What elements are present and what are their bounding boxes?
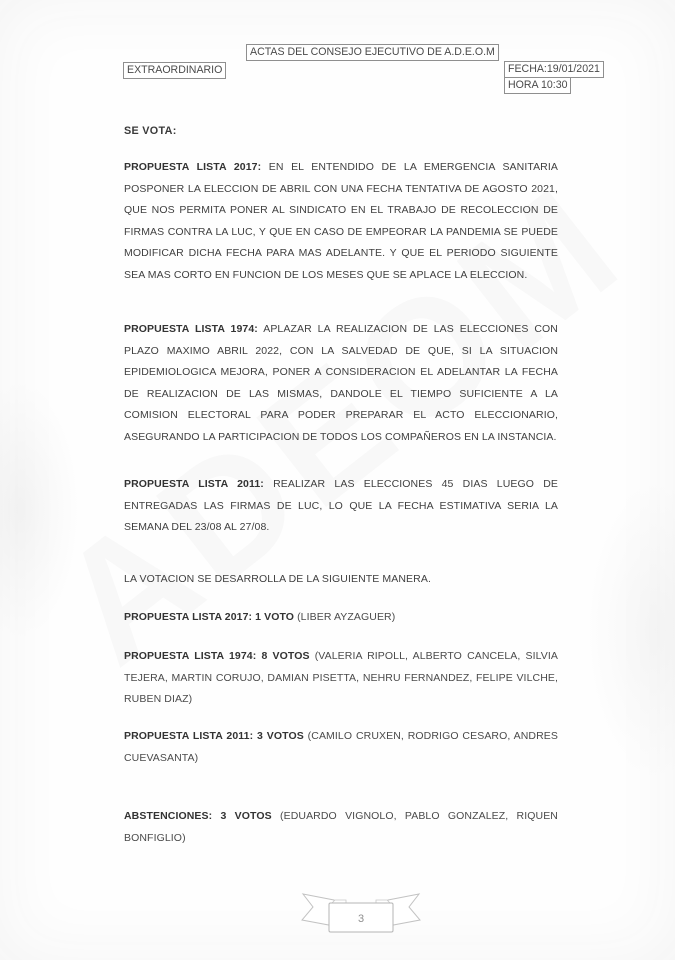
proposal-label: PROPUESTA LISTA 1974:	[124, 323, 258, 335]
date-label: FECHA:19/01/2021	[504, 61, 604, 78]
vote-voters: (VALERIA RIPOLL, ALBERTO CANCELA, SILVIA TEJERA, MARTIN CORUJO, DAMIAN PISETTA, NEHRU FERNANDEZ, FELIPE VILCHE, RUBEN DIAZ)	[124, 650, 559, 706]
proposal-label: PROPUESTA LISTA 2011:	[124, 478, 264, 490]
scan-smudge	[585, 480, 675, 780]
vote-result-lista-2011	[124, 726, 558, 769]
scan-smudge	[0, 380, 80, 640]
time-label: HORA 10:30	[504, 77, 571, 94]
vote-result-lista-2017	[124, 607, 558, 629]
vote-label: PROPUESTA LISTA 2011: 3 VOTOS	[124, 730, 304, 742]
vote-voters: (CAMILO CRUXEN, RODRIGO CESARO, ANDRES CUEVASANTA)	[124, 730, 558, 764]
section-heading: SE VOTA:	[124, 125, 177, 137]
proposal-lista-1974-paragraph	[124, 319, 558, 449]
document-title: ACTAS DEL CONSEJO EJECUTIVO DE A.D.E.O.M	[246, 44, 499, 61]
page-number: 3	[357, 913, 365, 925]
proposal-body: REALIZAR LAS ELECCIONES 45 DIAS LUEGO DE ENTREGADAS LAS FIRMAS DE LUC, LO QUE LA FECHA ESTIMATIVA SERIA LA SEMANA DEL 23/08 AL 27/08.	[124, 478, 559, 534]
proposal-label: PROPUESTA LISTA 2017:	[124, 161, 262, 173]
proposal-body: APLAZAR LA REALIZACION DE LAS ELECCIONES CON PLAZO MAXIMO ABRIL 2022, CON LA SALVEDAD DE QUE, SI LA SITUACION EPIDEMIOLOGICA MEJORA, PONER A CONSIDERACION EL ADELANTAR LA FECHA DE REALIZACION DE LAS MISMAS, DANDOLE EL TIEMPO SUFICIENTE A LA COMISION ELECTORAL PARA PODER PREPARAR EL ACTO ELECCIONARIO, ASEGURANDO LA PARTICIPACION DE TODOS LOS COMPAÑEROS EN LA INSTANCIA.	[124, 323, 558, 443]
proposal-body: EN EL ENTENDIDO DE LA EMERGENCIA SANITARIA POSPONER LA ELECCION DE ABRIL CON UNA FECHA TENTATIVA DE AGOSTO 2021, QUE NOS PERMITA PONER AL SINDICATO EN EL TRABAJO DE RECOLECCION DE FIRMAS CONTRA LA LUC, Y QUE EN CASO DE EMPEORAR LA PANDEMIA SE PUEDE MODIFICAR DICHA FECHA PARA MAS ADELANTE. Y QUE EL PERIODO SIGUIENTE SEA MAS CORTO EN FUNCION DE LOS MESES QUE SE APLACE LA ELECCION.	[124, 161, 558, 281]
session-type-label: EXTRAORDINARIO	[123, 62, 226, 79]
proposal-lista-2017-paragraph	[124, 157, 558, 287]
vote-voters: (LIBER AYZAGUER)	[294, 611, 396, 623]
vote-label: PROPUESTA LISTA 2017: 1 VOTO	[124, 611, 295, 623]
vote-label: ABSTENCIONES: 3 VOTOS	[124, 810, 272, 822]
vote-result-abstenciones	[124, 806, 558, 849]
page-number-ribbon-icon	[300, 893, 422, 935]
vote-voters: (EDUARDO VIGNOLO, PABLO GONZALEZ, RIQUEN BONFIGLIO)	[124, 810, 558, 844]
vote-label: PROPUESTA LISTA 1974: 8 VOTOS	[124, 650, 310, 662]
vote-result-lista-1974	[124, 646, 558, 711]
voting-intro: LA VOTACION SE DESARROLLA DE LA SIGUIENTE MANERA.	[124, 573, 431, 585]
proposal-lista-2011-paragraph	[124, 474, 558, 539]
